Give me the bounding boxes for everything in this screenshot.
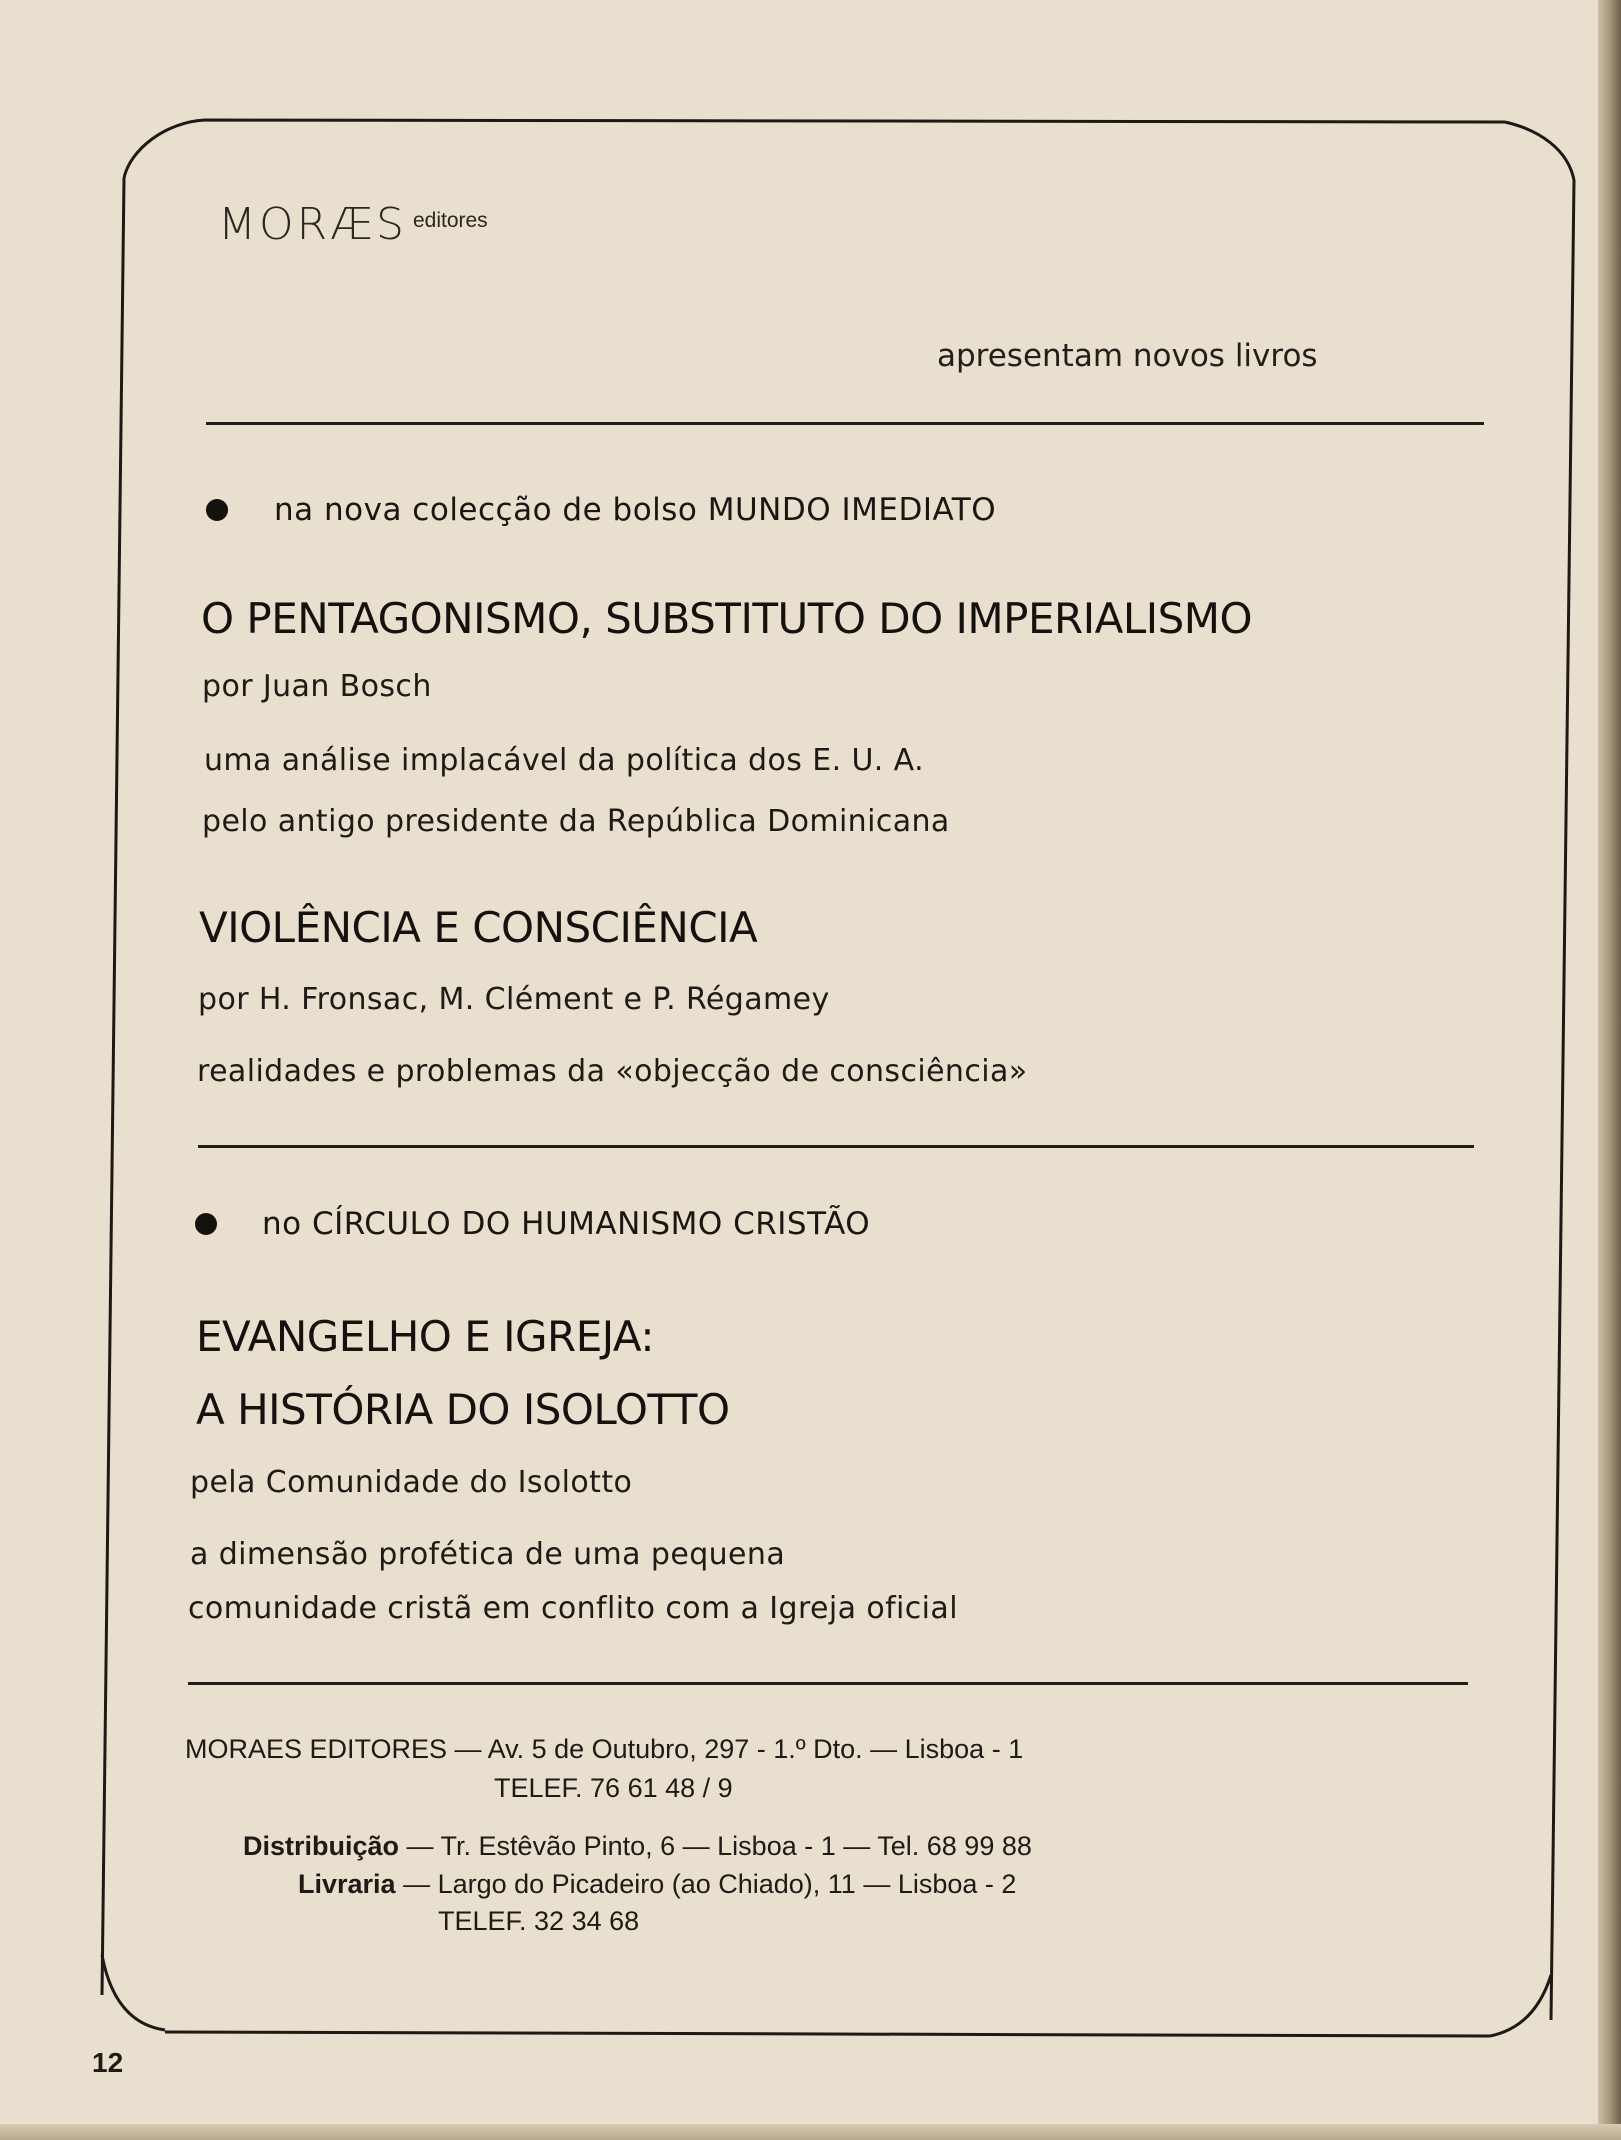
bookshop-phone: TELEF. 32 34 68 <box>438 1906 640 1936</box>
book3-author: pela Comunidade do Isolotto <box>190 1465 633 1500</box>
book3-description-line1: a dimensão profética de uma pequena <box>190 1537 786 1572</box>
logo-wordmark: MORÆS <box>218 199 407 250</box>
tagline: apresentam novos livros <box>937 338 1318 374</box>
publisher-address: MORAES EDITORES — Av. 5 de Outubro, 297 - 1.º Dto. — Lisboa - 1 <box>185 1734 1024 1764</box>
bookshop-address: — Largo do Picadeiro (ao Chiado), 11 — Lisboa - 2 <box>395 1869 1017 1899</box>
book1-author: por Juan Bosch <box>202 669 432 704</box>
book2-description: realidades e problemas da «objecção de consciência» <box>197 1054 1028 1089</box>
publisher-phone: TELEF. 76 61 48 / 9 <box>494 1773 733 1803</box>
distribution-line <box>243 1831 1032 1862</box>
book3-title-line2: A HISTÓRIA DO ISOLOTTO <box>196 1385 730 1434</box>
bookshop-line <box>298 1869 1016 1900</box>
frame-bottom-line <box>165 2032 1490 2036</box>
frame-bottom-right-corner <box>1490 1975 1551 2036</box>
book3-description-line2: comunidade cristã em conflito com a Igreja oficial <box>188 1591 958 1626</box>
divider-middle <box>198 1145 1474 1148</box>
bookshop-label: Livraria <box>298 1869 396 1899</box>
book3-title-line1: EVANGELHO E IGREJA: <box>196 1312 655 1361</box>
frame-top-line <box>124 120 1505 178</box>
section2-heading: no CÍRCULO DO HUMANISMO CRISTÃO <box>262 1206 871 1242</box>
section1-heading: na nova colecção de bolso MUNDO IMEDIATO <box>274 492 997 528</box>
frame-right-line <box>1551 180 1574 2020</box>
book2-author: por H. Fronsac, M. Clément e P. Régamey <box>198 982 830 1017</box>
book1-title: O PENTAGONISMO, SUBSTITUTO DO IMPERIALISMO <box>201 594 1253 643</box>
frame-bottom-left-corner <box>102 1955 165 2030</box>
distribution-address: — Tr. Estêvão Pinto, 6 — Lisboa - 1 — Tel. 68 99 88 <box>399 1831 1032 1861</box>
bullet-icon <box>206 499 228 521</box>
section2-heading-row <box>195 1206 870 1242</box>
page-number: 12 <box>92 2047 124 2078</box>
frame-top-right-corner <box>1505 122 1574 180</box>
book1-description-line1: uma análise implacável da política dos E. U. A. <box>204 743 925 778</box>
book1-description-line2: pelo antigo presidente da República Dominicana <box>202 804 950 839</box>
distribution-label: Distribuição <box>243 1831 400 1861</box>
divider-top <box>206 422 1484 425</box>
book2-title: VIOLÊNCIA E CONSCIÊNCIA <box>199 903 758 952</box>
publisher-logo <box>218 199 488 250</box>
frame-left-line <box>102 178 124 1995</box>
section1-heading-row <box>206 492 996 528</box>
bullet-icon <box>195 1213 217 1235</box>
logo-subtitle: editores <box>412 209 488 232</box>
divider-bottom <box>188 1682 1468 1685</box>
